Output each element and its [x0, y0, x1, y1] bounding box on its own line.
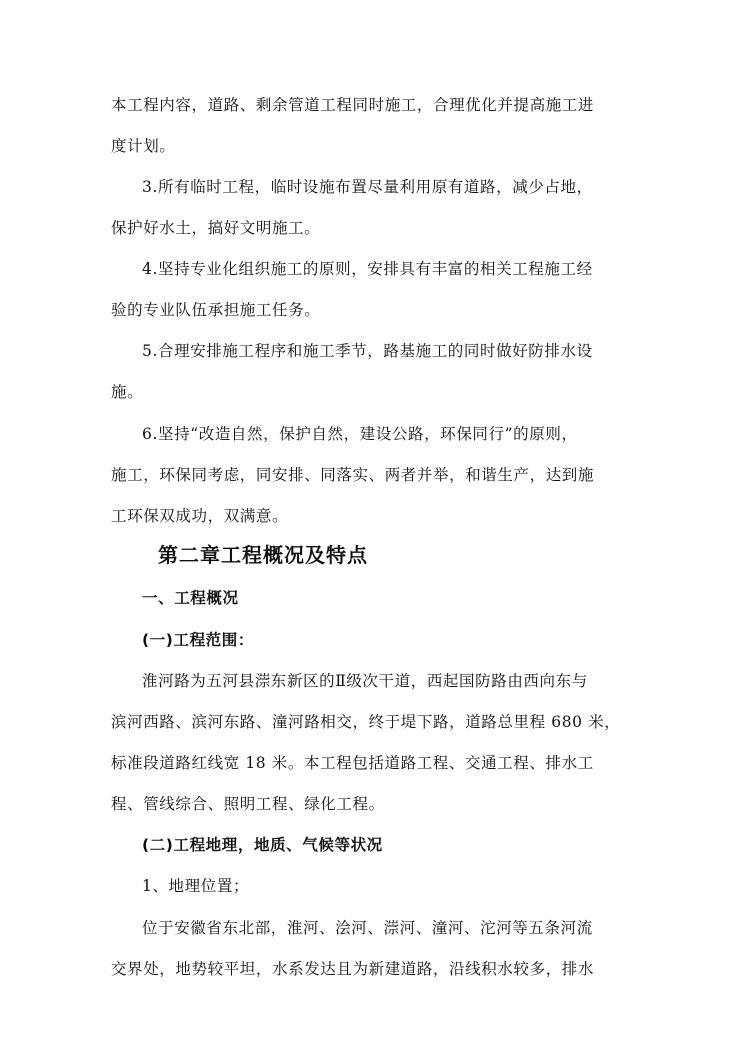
paragraph-line: 施工，环保同考虑，同安排、同落实、两者并举，和谐生产，达到施	[111, 466, 595, 484]
paragraph-line: 5.合理安排施工程序和施工季节，路基施工的同时做好防排水设	[142, 342, 593, 360]
paragraph-line: 工环保双成功，双满意。	[111, 507, 289, 525]
paragraph-line: 淮河路为五河县漴东新区的Ⅱ级次干道，西起国防路由西向东与	[142, 672, 588, 690]
paragraph-line: 位于安徽省东北部，淮河、浍河、漴河、潼河、沱河等五条河流	[142, 919, 593, 937]
paragraph-line: 验的专业队伍承担施工任务。	[111, 301, 321, 319]
chapter-title: 第二章工程概况及特点	[158, 543, 368, 567]
paragraph-line: 3.所有临时工程，临时设施布置尽量利用原有道路，减少占地，	[142, 178, 593, 196]
paragraph-line: 4.坚持专业化组织施工的原则，安排具有丰富的相关工程施工经	[142, 260, 593, 278]
section-heading: 一、工程概况	[142, 589, 239, 607]
paragraph-line: 6.坚持“改造自然，保护自然，建设公路，环保同行”的原则，	[142, 425, 578, 443]
subsection-heading: (一)工程范围：	[142, 631, 254, 649]
paragraph-line: 施。	[111, 383, 144, 401]
list-item: 1、地理位置；	[142, 877, 250, 895]
paragraph-line: 保护好水土，搞好文明施工。	[111, 219, 321, 237]
subsection-heading: (二)工程地理，地质、气候等状况	[142, 836, 383, 854]
paragraph-line: 程、管线综合、照明工程、绿化工程。	[111, 795, 385, 813]
paragraph-line: 本工程内容，道路、剩余管道工程同时施工，合理优化并提高施工进	[111, 96, 595, 114]
paragraph-line: 标准段道路红线宽 18 米。本工程包括道路工程、交通工程、排水工	[111, 754, 594, 772]
paragraph-line: 度计划。	[111, 137, 176, 155]
paragraph-line: 交界处，地势较平坦，水系发达且为新建道路，沿线积水较多，排水	[111, 960, 595, 978]
paragraph-line: 滨河西路、滨河东路、潼河路相交，终于堤下路，道路总里程 680 米，	[111, 713, 621, 731]
